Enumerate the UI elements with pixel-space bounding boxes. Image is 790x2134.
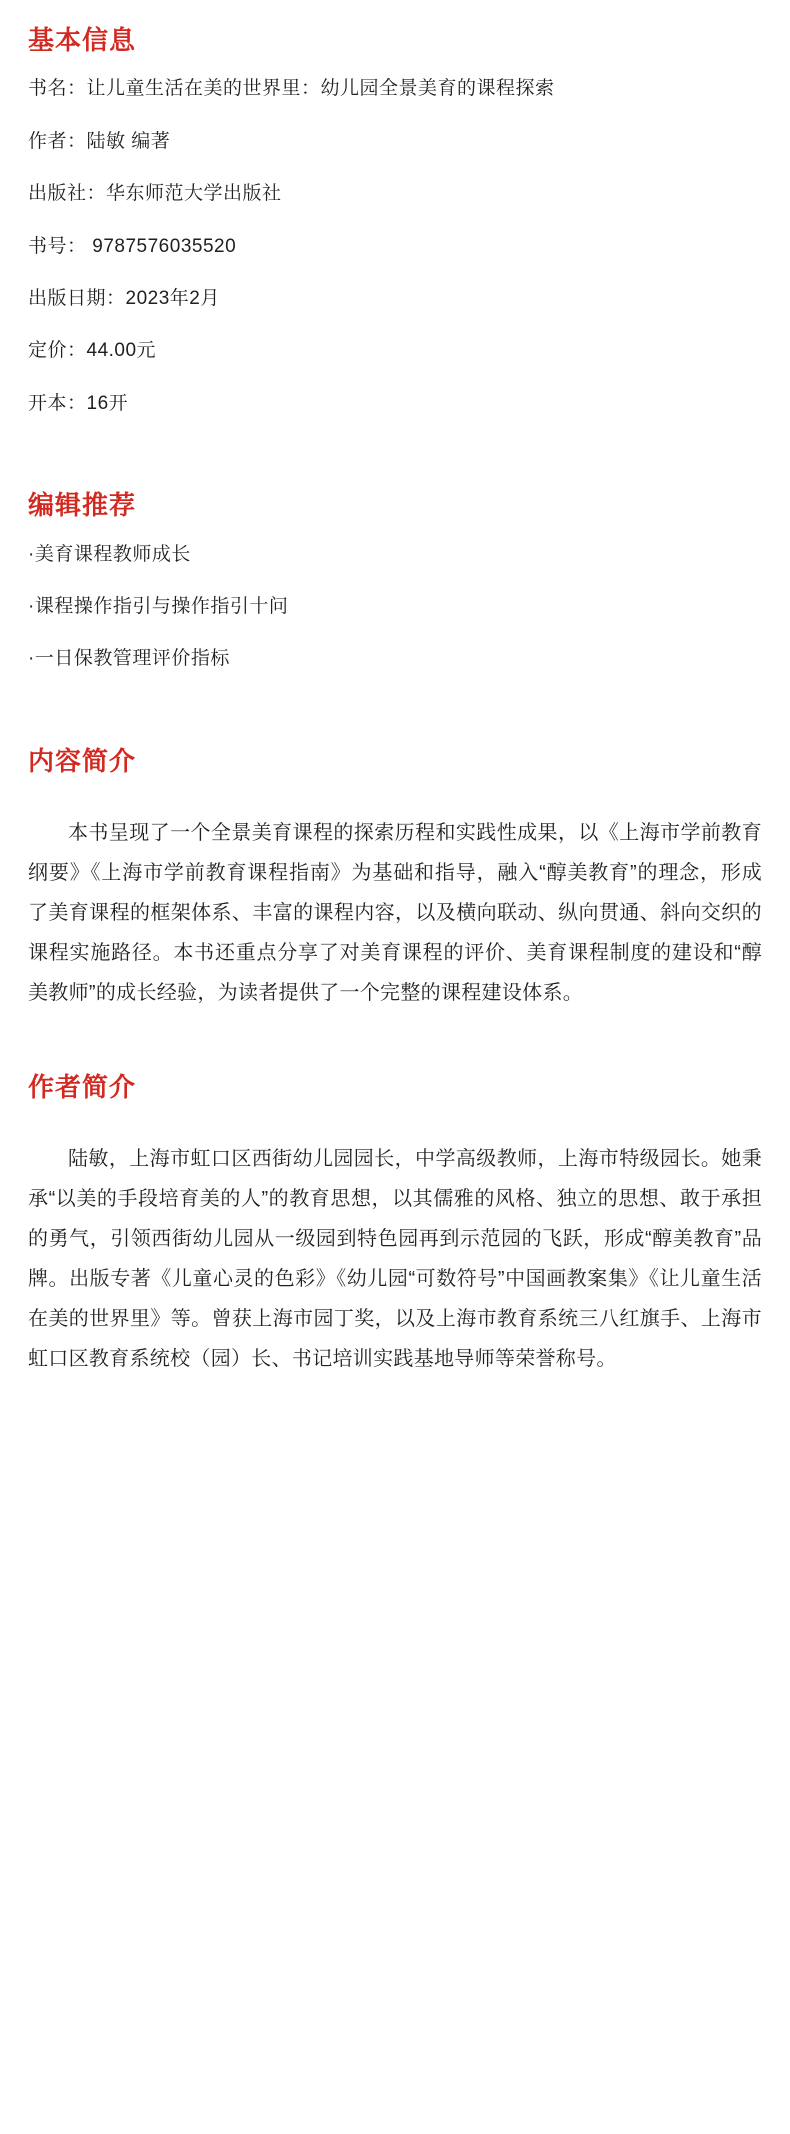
basic-info-publisher-line: 出版社：华东师范大学出版社 [28,183,282,205]
spacer-after-basic-info [28,441,762,487]
spacer-after-editor-recommend [28,697,762,743]
basic-info-date-line: 出版日期：2023年2月 [28,287,220,309]
author-intro-heading: 作者简介 [28,1072,137,1103]
content-intro-heading: 内容简介 [28,745,137,776]
basic-info-heading: 基本信息 [28,25,137,55]
spacer-after-content-intro [28,1023,762,1069]
editor-recommend-item: ·美育课程教师成长 [28,543,191,565]
section-editor-recommend [28,487,762,675]
author-intro-paragraph: 陆敏，上海市虹口区西街幼儿园园长，中学高级教师，上海市特级园长。她秉承“以美的手段培育美的人”的教育思想，以其儒雅的风格、独立的思想、敢于承担的勇气，引领西街幼儿园从一级园到特色园再到示范园的飞跃，形成“醇美教育”品牌。出版专著《儿童心灵的色彩》《幼儿园“可数符号”中国画教案集》《让儿童生活在美的世界里》等。曾获上海市园丁奖，以及上海市教育系统三八红旗手、上海市虹口区教育系统校（园）长、书记培训实践基地导师等荣誉称号。 [28,1148,762,1371]
content-intro-paragraph: 本书呈现了一个全景美育课程的探索历程和实践性成果，以《上海市学前教育纲要》《上海市学前教育课程指南》为基础和指导，融入“醇美教育”的理念，形成了美育课程的框架体系、丰富的课程内容，以及横向联动、纵向贯通、斜向交织的课程实施路径。本书还重点分享了对美育课程的评价、美育课程制度的建设和“醇美教师”的成长经验，为读者提供了一个完整的课程建设体系。 [28,822,762,1005]
spacer-author-intro [28,1121,762,1139]
editor-recommend-item: ·一日保教管理评价指标 [28,648,230,670]
editor-recommend-heading: 编辑推荐 [28,490,137,521]
section-author-intro [28,1069,762,1379]
basic-info-author-line: 作者：陆敏 编著 [28,130,171,152]
spacer-content-intro [28,795,762,813]
section-basic-info [28,22,762,419]
basic-info-price-line: 定价：44.00元 [28,340,157,362]
section-content-intro [28,743,762,1013]
basic-info-isbn-line: 书号： 9787576035520 [28,235,237,257]
editor-recommend-item: ·课程操作指引与操作指引十问 [28,595,289,617]
basic-info-format-line: 开本：16开 [28,392,129,414]
basic-info-title-line: 书名：让儿童生活在美的世界里：幼儿园全景美育的课程探索 [28,78,555,100]
basic-info-list [28,74,762,419]
